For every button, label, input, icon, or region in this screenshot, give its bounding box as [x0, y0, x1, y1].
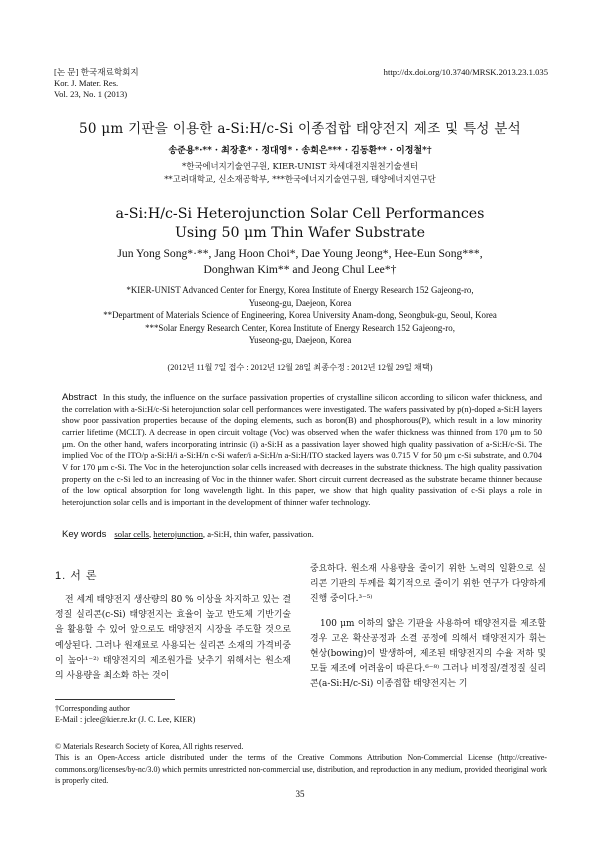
affiliation-en-4: ***Solar Energy Research Center, Korea Institute of Energy Research 152 Gajeong-ro,: [145, 322, 455, 333]
body-left-column: 전 세계 태양전지 생산량의 80 % 이상을 차지하고 있는 결정질 실리콘(c-Si) 태양전지는 효율이 높고 반도체 기반기술을 활용할 수 있어 앞으로도 태양전지 시장을 주도할 것으로 예상된다. 그러나 원재료로 사용되는 실리콘 소재의 가격비중이 높아¹⁻²⁾ 태양전지의 제조원가를 낮추기 위해서는 원소재의 사용량을 최소화 하는 것이: [55, 595, 291, 682]
keywords: Key words solar cells, heterojunction, a-Si:H, thin wafer, passivation.: [62, 529, 314, 540]
title-english: [0, 205, 600, 243]
abstract-text: In this study, the influence on the surface passivation properties of crystalline silicon according to silicon wafer thickness, and the correlation with a-Si:H/c-Si heterojunction solar cell performances were investigated. The wafers passivated by p(n)-doped a-Si:H layers show poor passivation properties because of the doping elements, such as boron(B) and phosphorous(P), which result in a low minority carrier lifetime (MCLT). A decrease in open circuit voltage (Voc) was observed when the wafer thickness was thinned from 170 μm to 50 μm. On the other hand, wafers incorporating intrinsic (i) a-Si:H as a passivation layer showed high quality passivation of a-Si:H/c-Si. The implied Voc of the ITO/p a-Si:H/i a-Si:H/n c-Si wafer/i a-Si:H/n a-Si:H/ITO stacked layers was 0.715 V for 50 μm c-Si substrate, and 0.704 V for 170 μm c-Si. The Voc in the heterojunction solar cells increased with decreases in the substrate thickness. The high quality passivation property on the c-Si led to an increasing of Voc in the thinner wafer. Short circuit current decreased as the substrate became thinner because of the low optical absorption for long wavelength light. In this paper, we show that high quality passivation of c-Si plays a role in heterojunction solar cells and is important in the development of thinner wafer technology.: [62, 392, 542, 507]
affiliation-en-5: Yuseong-gu, Daejeon, Korea: [248, 335, 352, 346]
authors-english: [0, 246, 600, 278]
license-notice: [55, 741, 547, 786]
footnote: [55, 703, 195, 725]
title-en-line-2: Using 50 μm Thin Wafer Substrate: [174, 225, 426, 241]
authors-korean: 송준용*·** · 최장훈* · 정대영* · 송희은*** · 김동환** · 이정철*†: [168, 146, 432, 156]
affiliations-english: [0, 284, 600, 347]
title-en-line-1: a-Si:H/c-Si Heterojunction Solar Cell Performances: [115, 206, 485, 222]
footnote-divider: [55, 699, 175, 700]
keyword-link-solar-cells[interactable]: solar cells: [114, 529, 149, 539]
affiliation-en-1: *KIER-UNIST Advanced Center for Energy, Korea Institute of Energy Research 152 Gajeong-ro,: [126, 285, 474, 295]
affiliation-ko-2: **고려대학교, 신소재공학부, ***한국에너지기술연구원, 태양에너지연구단: [164, 174, 436, 184]
affiliation-ko-1: *한국에너지기술연구원, KIER-UNIST 차세대전지원천기술센터: [182, 161, 418, 171]
journal-line-1: [논 문] 한국재료학회지: [54, 67, 139, 77]
abstract: [62, 392, 542, 509]
affiliations-korean: [0, 160, 600, 186]
page-number: 35: [295, 789, 305, 799]
title-korean: 50 μm 기판을 이용한 a-Si:H/c-Si 이종접합 태양전지 제조 및 특성 분석: [78, 121, 522, 137]
body-right-paragraph-1: 중요하다. 원소재 사용량을 줄이기 위한 노력의 일환으로 실리콘 기판의 두께를 획기적으로 줄이기 위한 연구가 다양하게 진행 중이다.³⁻⁵⁾: [310, 564, 546, 605]
authors-en-line-2: Donghwan Kim** and Jeong Chul Lee*†: [203, 263, 397, 276]
copyright-line: © Materials Research Society of Korea, All rights reserved.: [55, 742, 244, 751]
keyword-link-heterojunction[interactable]: heterojunction: [153, 529, 203, 539]
section-heading: 1. 서 론: [55, 570, 98, 582]
authors-en-line-1: Jun Yong Song*·**, Jang Hoon Choi*, Dae Young Jeong*, Hee-Eun Song***,: [117, 247, 483, 260]
affiliation-en-2: Yuseong-gu, Daejeon, Korea: [248, 297, 352, 308]
abstract-label: Abstract: [62, 392, 97, 403]
body-right-column: [310, 562, 546, 693]
journal-line-2: Kor. J. Mater. Res.: [54, 78, 119, 88]
body-right-paragraph-2: 100 μm 이하의 얇은 기판을 사용하여 태양전지를 제조할 경우 고온 확산공정과 소결 공정에 의해서 태양전지가 휘는 현상(bowing)이 발생하여, 제조된 태양전지의 수율 저하 및 모듈 제조에 어려움이 따른다.⁶⁻⁸⁾ 그러나 비정질/결정질 실리콘(a-Si:H/c-Si) 이종접합 태양전지는 기: [310, 618, 546, 690]
keywords-rest: , a-Si:H, thin wafer, passivation.: [202, 529, 314, 539]
journal-info: [54, 67, 139, 100]
affiliation-en-3: **Department of Materials Science of Engineering, Korea University Anam-dong, Seongbuk-gu, Seoul, Korea: [103, 310, 497, 321]
license-text: This is an Open-Access article distributed under the terms of the Creative Commons Attribution Non-Commercial License (http://creative-commons.org/licenses/by-nc/3.0) which permits unrestricted non-commercial use, distribution, and reproduction in any medium, provided theoriginal work is properly cited.: [55, 753, 547, 785]
journal-line-3: Vol. 23, No. 1 (2013): [54, 89, 128, 99]
keywords-label: Key words: [62, 529, 107, 540]
footnote-corresponding: †Corresponding author: [55, 704, 130, 713]
doi-link[interactable]: http://dx.doi.org/10.3740/MRSK.2013.23.1.035: [383, 67, 548, 77]
footnote-email: E-Mail : jclee@kier.re.kr (J. C. Lee, KIER): [55, 715, 196, 724]
received-dates: (2012년 11월 7일 접수 : 2012년 12월 28일 최종수정 : 2012년 12월 29일 채택): [167, 363, 433, 372]
